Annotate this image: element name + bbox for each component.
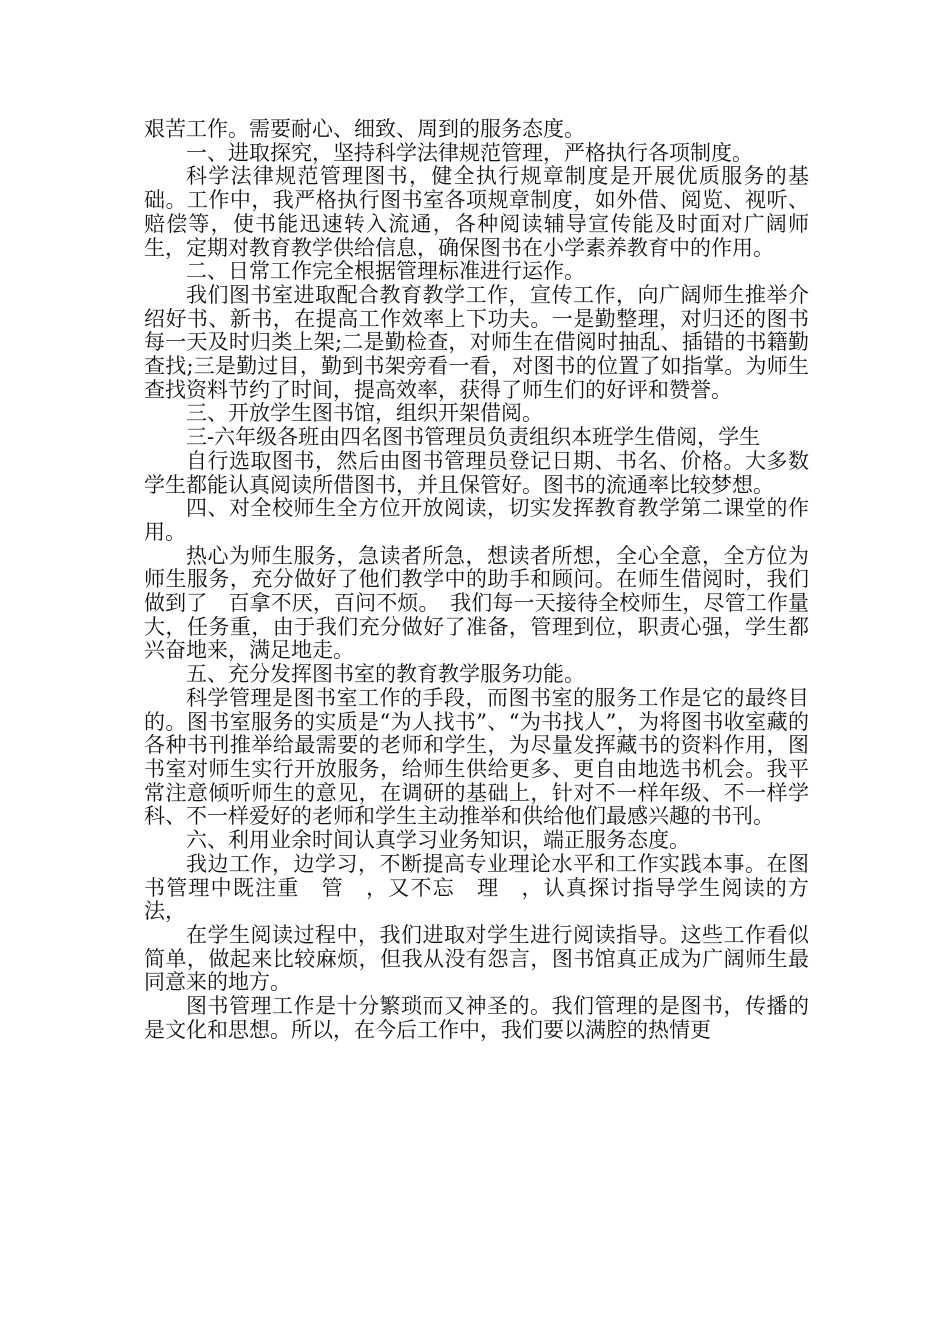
paragraph: 三-六年级各班由四名图书管理员负责组织本班学生借阅，学生 [186,425,761,450]
section-heading-5: 五、充分发挥图书室的教育教学服务功能。 [186,662,585,687]
document-body [144,118,809,1042]
section-heading-2: 二、日常工作完全根据管理标准进行运作。 [186,259,585,284]
paragraph: 艰苦工作。需要耐心、细致、周到的服务态度。 [144,117,585,141]
paragraph: 自行选取图书，然后由图书管理员登记日期、书名、价格。大多数学生都能认真阅读所借图书，并且保管好。图书的流通率比较梦想。 [144,448,809,497]
paragraph: 我们图书室进取配合教育教学工作，宣传工作，向广阔师生推举介绍好书、新书，在提高工作效率上下功夫。一是勤整理，对归还的图书每一天及时归类上架;二是勤检查，对师生在借阅时抽乱、插错的书籍勤查找;三是勤过目，勤到书架旁看一看，对图书的位置了如指掌。为师生查找资料节约了时间，提高效率，获得了师生们的好评和赞誉。 [144,282,809,402]
paragraph: 图书管理工作是十分繁琐而又神圣的。我们管理的是图书，传播的是文化和思想。所以，在今后工作中，我们要以满腔的热情更 [144,994,809,1042]
paragraph: 在学生阅读过程中，我们进取对学生进行阅读指导。这些工作看似简单，做起来比较麻烦，但我从没有怨言，图书馆真正成为广阔师生最同意来的地方。 [144,922,809,995]
paragraph: 我边工作，边学习，不断提高专业理论水平和工作实践本事。在图书管理中既注重 管 ，又不忘 理 ，认真探讨指导学生阅读的方法， [144,851,809,924]
section-heading-3: 三、开放学生图书馆，组织开架借阅。 [186,401,543,426]
section-heading-6: 六、利用业余时间认真学习业务知识，端正服务态度。 [186,828,690,853]
section-heading-1: 一、进取探究，坚持科学法律规范管理，严格执行各项制度。 [186,140,753,165]
section-heading-4: 四、对全校师生全方位开放阅读，切实发挥教育教学第二课堂的作用。 [144,496,809,544]
paragraph: 科学法律规范管理图书，健全执行规章制度是开展优质服务的基础。工作中，我严格执行图书室各项规章制度，如外借、阅览、视听、赔偿等，使书能迅速转入流通，各种阅读辅导宣传能及时面对广阔师生，定期对教育教学供给信息，确保图书在小学素养教育中的作用。 [144,164,809,260]
paragraph: 热心为师生服务，急读者所急，想读者所想，全心全意，全方位为师生服务，充分做好了他们教学中的助手和顾问。在师生借阅时，我们做到了 百拿不厌，百问不烦。 我们每一天接待全校师生，尽管工作量大，任务重，由于我们充分做好了准备，管理到位，职责心强，学生都兴奋地来，满足地走。 [144,543,809,663]
paragraph: 科学管理是图书室工作的手段，而图书室的服务工作是它的最终目的。图书室服务的实质是“为人找书”、“为书找人”，为将图书收室藏的各种书刊推举给最需要的老师和学生，为尽量发挥藏书的资料作用，图书室对师生实行开放服务，给师生供给更多、更自由地选书机会。我平常注意倾听师生的意见，在调研的基础上，针对不一样年级、不一样学科、不一样爱好的老师和学生主动推举和供给他们最感兴趣的书刊。 [144,685,809,829]
